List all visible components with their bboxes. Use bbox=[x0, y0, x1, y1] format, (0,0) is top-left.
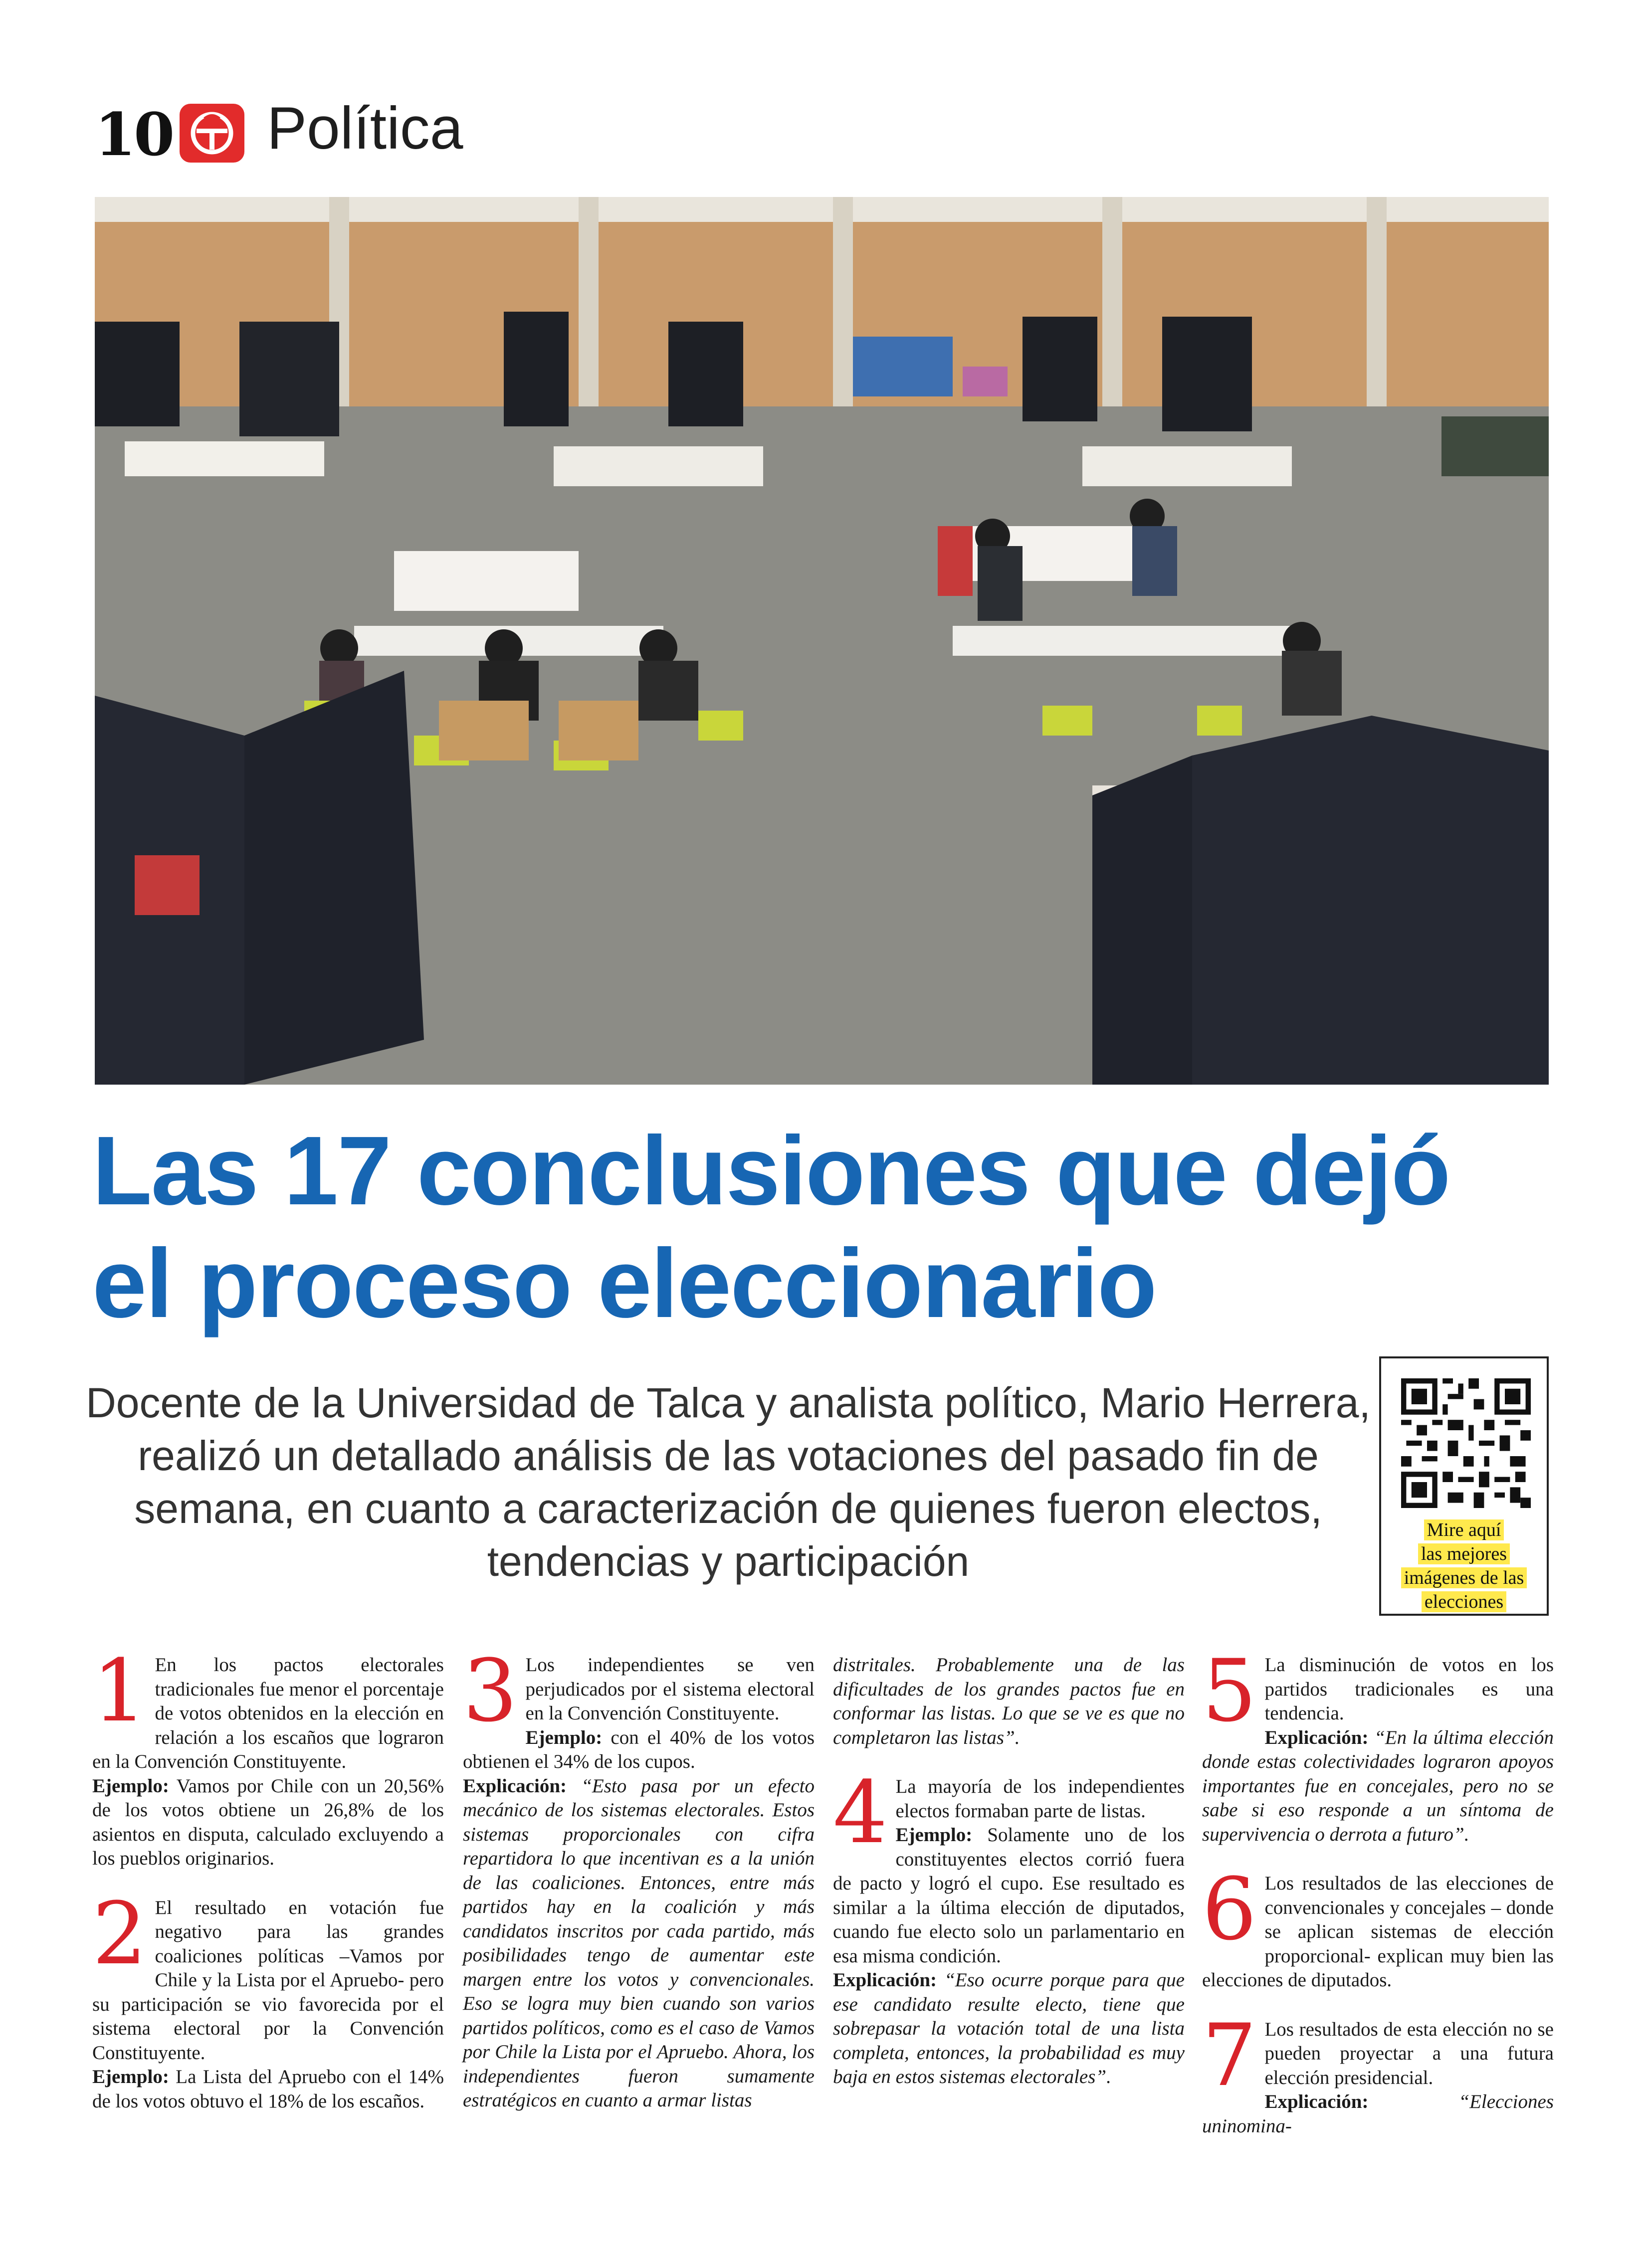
headline bbox=[92, 1115, 1559, 1340]
conclusion-number: 3 bbox=[463, 1641, 518, 1741]
conclusion-5 bbox=[1202, 1641, 1554, 1847]
conclusion-number: 7 bbox=[1202, 2005, 1257, 2105]
page-number: 10 bbox=[95, 100, 173, 169]
conclusion-number: 1 bbox=[92, 1641, 147, 1741]
qr-promo-box[interactable] bbox=[1379, 1356, 1549, 1616]
article-column-3 bbox=[833, 1653, 1185, 2114]
conclusion-number: 5 bbox=[1202, 1641, 1257, 1741]
ejemplo-text: Solamente uno de los constituyentes electos corrió fuera de pacto y logró el cupo. Ese resultado es similar a la última elección de diputados, cuando fue electo solo un parlamentario en esa misma condición. bbox=[833, 1824, 1185, 1967]
conclusion-body: En los pactos electorales tradicionales fue menor el porcentaje de votos obtenidos en la elección en relación a los escaños que lograron en la Convención Constituyente. bbox=[92, 1654, 444, 1772]
conclusion-number: 6 bbox=[1202, 1859, 1257, 1959]
conclusion-body: La disminución de votos en los partidos tradicionales es una tendencia. bbox=[1264, 1654, 1554, 1724]
explicacion-label: Explicación: bbox=[833, 1969, 937, 1991]
conclusion-3-continued bbox=[833, 1653, 1185, 1750]
conclusion-number: 4 bbox=[833, 1762, 888, 1863]
qr-code-icon[interactable] bbox=[1401, 1378, 1531, 1508]
conclusion-body: La mayoría de los independientes electos formaban parte de listas. bbox=[895, 1776, 1185, 1822]
explicacion-text: “Eso ocurre porque para que ese candidato resulte electo, tiene que sobrepasar la votación total de una lista completa, entonces, la probabilidad es muy baja en estos sistemas electorales”. bbox=[833, 1969, 1185, 2087]
explicacion-label: Explicación: bbox=[463, 1775, 567, 1797]
qr-caption-line-4: elecciones bbox=[1422, 1591, 1506, 1612]
explicacion-text: “En la última elección donde estas colectividades lograron apoyos importantes fue en concejales, pero no se sabe si eso responde a un síntoma de supervivencia o derrota a futuro”. bbox=[1202, 1726, 1554, 1845]
article-column-1 bbox=[92, 1641, 444, 2138]
conclusion-body: Los independientes se ven perjudicados por el sistema electoral en la Convención Constituyente. bbox=[525, 1654, 815, 1724]
article-column-4 bbox=[1202, 1641, 1554, 2163]
ejemplo-text: La Lista del Apruebo con el 14% de los votos obtuvo el 18% de los escaños. bbox=[92, 2066, 444, 2112]
conclusion-number: 2 bbox=[92, 1883, 147, 1984]
section-title: Política bbox=[267, 95, 463, 162]
ejemplo-text: con el 40% de los votos obtienen el 34% de los cupos. bbox=[463, 1726, 815, 1772]
ejemplo-text: Vamos por Chile con un 20,56% de los votos obtiene un 26,8% de los asientos en disputa, calculado excluyendo a los pueblos originarios. bbox=[92, 1775, 444, 1869]
conclusion-4 bbox=[833, 1762, 1185, 2089]
conclusion-6 bbox=[1202, 1859, 1554, 1993]
newspaper-logo-icon bbox=[180, 104, 244, 163]
subheadline: Docente de la Universidad de Talca y analista político, Mario Herrera, realizó un detallado análisis de las votaciones del pasado fin de semana, en cuanto a caracterización de quienes fueron electos, tendencias y participación bbox=[86, 1379, 1371, 1585]
qr-caption-line-3: imágenes de las bbox=[1401, 1567, 1527, 1588]
qr-caption bbox=[1381, 1518, 1547, 1614]
headline-line-2: el proceso eleccionario bbox=[92, 1229, 1156, 1338]
conclusion-7 bbox=[1202, 2005, 1554, 2139]
conclusion-body: El resultado en votación fue negativo para las grandes coaliciones políticas –Vamos por Chile y la Lista por el Apruebo- pero su participación se vio favorecida por el sistema electoral por la Convención Constituyente. bbox=[92, 1896, 444, 2064]
ejemplo-label: Ejemplo: bbox=[92, 1775, 169, 1797]
explicacion-text: “Esto pasa por un efecto mecánico de los sistemas electorales. Estos sistemas proporcionales con cifra repartidora lo que incentivan es a la unión de las coaliciones. Entonces, entre más partidos hay en la coalición y más candidatos inscritos por cada partido, más posibilidades tengo de aumentar este margen entre los votos y convencionales. Eso se logra muy bien cuando son varios partidos políticos, como es el caso de Vamos por Chile la Lista por el Apruebo. Ahora, los independientes fueron sumamente estratégicos en cuanto a armar listas bbox=[463, 1775, 815, 2111]
headline-line-1: Las 17 conclusiones que dejó bbox=[92, 1116, 1450, 1225]
qr-caption-line-1: Mire aquí bbox=[1424, 1519, 1504, 1540]
voting-hall-photo bbox=[95, 197, 1549, 1085]
conclusion-body: Los resultados de esta elección no se pueden proyectar a una futura elección presidencial. bbox=[1264, 2018, 1554, 2088]
explicacion-text: “Elecciones uninomina- bbox=[1202, 2091, 1554, 2137]
ejemplo-label: Ejemplo: bbox=[895, 1824, 973, 1846]
conclusion-body: Los resultados de las elecciones de convencionales y concejales – donde se aplican sistemas de elección proporcional- explican muy bien las elecciones de diputados. bbox=[1202, 1873, 1554, 1991]
explicacion-label: Explicación: bbox=[1264, 1726, 1369, 1748]
qr-caption-line-2: las mejores bbox=[1418, 1543, 1510, 1564]
explicacion-continued: distritales. Probablemente una de las dificultades de los grandes pactos fue en conformar las listas. Lo que se ve es que no completaron las listas”. bbox=[833, 1654, 1185, 1748]
page-header bbox=[95, 85, 1561, 169]
conclusion-2 bbox=[92, 1883, 444, 2114]
conclusion-3 bbox=[463, 1641, 815, 2113]
ejemplo-label: Ejemplo: bbox=[92, 2066, 169, 2087]
article-column-2 bbox=[463, 1641, 815, 2138]
ejemplo-label: Ejemplo: bbox=[525, 1726, 603, 1748]
explicacion-label: Explicación: bbox=[1264, 2091, 1369, 2112]
conclusion-1 bbox=[92, 1641, 444, 1871]
